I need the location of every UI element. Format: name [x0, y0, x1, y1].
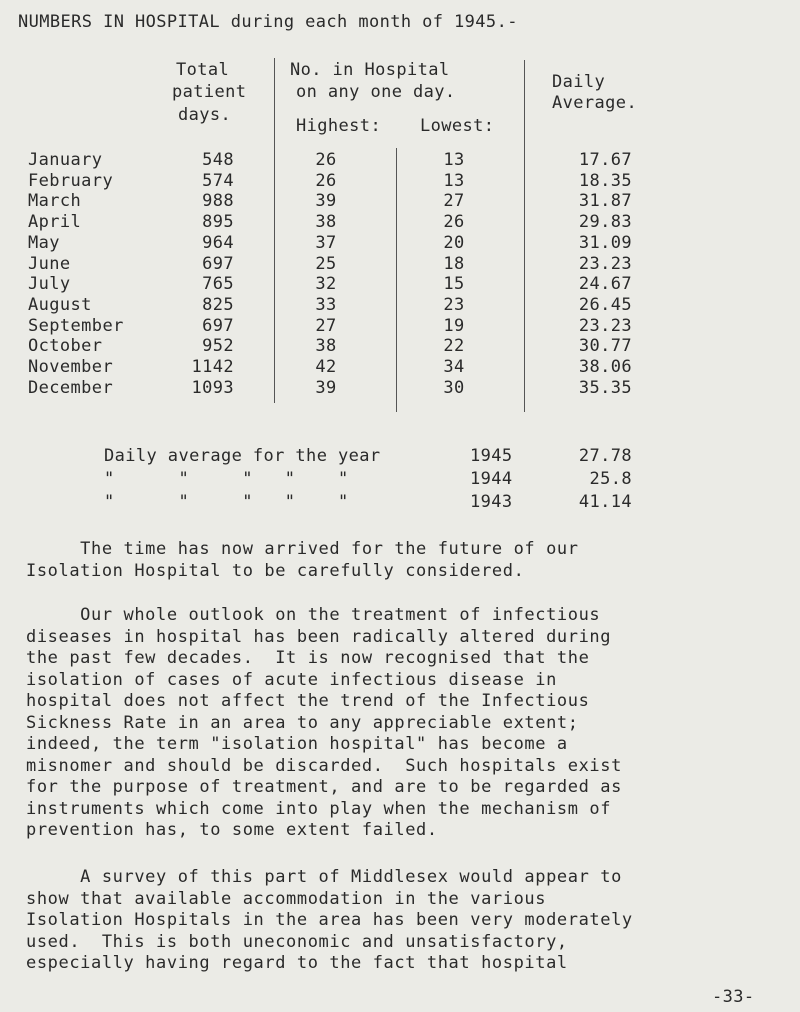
lowest-cell: 19 — [443, 315, 465, 336]
highest-cell: 38 — [315, 336, 337, 357]
lowest-cell: 15 — [443, 274, 465, 295]
total-cell: 697 — [202, 253, 234, 274]
average-cell: 35.35 — [578, 377, 632, 398]
highest-cell: 42 — [315, 357, 337, 377]
yearly-value: 25.8 — [589, 469, 632, 489]
average-cell: 26.45 — [578, 294, 632, 315]
header-daily-line1: Daily — [552, 72, 606, 92]
column-divider-3 — [396, 148, 397, 412]
paragraph-outlook: Our whole outlook on the treatment of infectious diseases in hospital has been radically altered during the past few decades. It is now recognised that the isolation of cases of acute infectious disease in hospital does not affect the trend of the Infectious Sickness Rate in an area to any appreciable extent; indeed, the term "isolation hospital" has become a misnomer and should be discarded. Such hospitals exist for the purpose of treatment, and are to be regarded as instruments which come into play when the mechanism of prevention has, to some extent failed. — [26, 605, 622, 840]
yearly-value: 41.14 — [578, 492, 632, 512]
month-cell: March — [28, 191, 82, 212]
month-cell: November — [28, 357, 114, 377]
month-cell: April — [28, 212, 82, 233]
page-number: -33- — [712, 987, 755, 1007]
total-cell: 1093 — [191, 377, 234, 398]
month-cell: June — [28, 253, 71, 274]
lowest-cell: 34 — [443, 357, 465, 377]
paragraph-intro: The time has now arrived for the future of our Isolation Hospital to be carefully considered. — [26, 539, 579, 581]
total-cell: 548 — [202, 150, 234, 170]
header-hospital-line2: on any one day. — [296, 82, 456, 102]
page-title: NUMBERS IN HOSPITAL during each month of 1945.- — [18, 12, 518, 32]
total-cell: 825 — [202, 294, 234, 315]
total-cell: 574 — [202, 170, 234, 191]
header-highest: Highest: — [296, 116, 382, 136]
lowest-cell: 27 — [443, 191, 465, 212]
lowest-cell: 20 — [443, 232, 465, 253]
yearly-label: " " " " " — [104, 469, 349, 489]
column-divider-1 — [274, 58, 275, 403]
header-total-line1: Total — [176, 60, 230, 80]
average-cell: 24.67 — [578, 274, 632, 295]
month-cell: December — [28, 377, 114, 398]
average-cell: 18.35 — [578, 170, 632, 191]
header-total-line2: patient — [172, 82, 247, 102]
lowest-cell: 23 — [443, 294, 465, 315]
month-cell: January — [28, 150, 103, 170]
highest-cell: 39 — [315, 377, 337, 398]
month-cell: August — [28, 294, 92, 315]
header-daily-line2: Average. — [552, 93, 638, 113]
paragraph-survey: A survey of this part of Middlesex would appear to show that available accommodation in the various Isolation Hospitals in the area has been very moderately used. This is both uneconomic and unsatisfactory, especially having regard to the fact that hospital — [26, 867, 633, 973]
highest-cell: 32 — [315, 274, 337, 295]
average-cell: 31.09 — [578, 232, 632, 253]
yearly-year: 1943 — [470, 492, 513, 512]
month-cell: September — [28, 315, 124, 336]
column-divider-2 — [524, 60, 525, 412]
average-cell: 30.77 — [578, 336, 632, 357]
total-cell: 964 — [202, 232, 234, 253]
average-cell: 31.87 — [578, 191, 632, 212]
yearly-label: " " " " " — [104, 492, 349, 512]
lowest-cell: 13 — [443, 170, 465, 191]
yearly-year: 1944 — [470, 469, 513, 489]
lowest-cell: 18 — [443, 253, 465, 274]
highest-cell: 33 — [315, 294, 337, 315]
total-cell: 952 — [202, 336, 234, 357]
lowest-cell: 22 — [443, 336, 465, 357]
total-cell: 765 — [202, 274, 234, 295]
highest-cell: 26 — [315, 150, 337, 170]
average-cell: 17.67 — [578, 150, 632, 170]
lowest-cell: 26 — [443, 212, 465, 233]
yearly-label: Daily average for the year — [104, 446, 381, 466]
total-cell: 1142 — [191, 357, 234, 377]
highest-cell: 37 — [315, 232, 337, 253]
total-cell: 895 — [202, 212, 234, 233]
lowest-cell: 30 — [443, 377, 465, 398]
month-cell: October — [28, 336, 103, 357]
average-cell: 29.83 — [578, 212, 632, 233]
highest-cell: 38 — [315, 212, 337, 233]
lowest-cell: 13 — [443, 150, 465, 170]
total-cell: 988 — [202, 191, 234, 212]
highest-cell: 25 — [315, 253, 337, 274]
header-lowest: Lowest: — [420, 116, 495, 136]
yearly-year: 1945 — [470, 446, 513, 466]
average-cell: 38.06 — [578, 357, 632, 377]
header-total-line3: days. — [178, 105, 232, 125]
month-cell: February — [28, 170, 114, 191]
yearly-value: 27.78 — [578, 446, 632, 466]
highest-cell: 26 — [315, 170, 337, 191]
header-hospital-line1: No. in Hospital — [290, 60, 450, 80]
average-cell: 23.23 — [578, 315, 632, 336]
highest-cell: 39 — [315, 191, 337, 212]
highest-cell: 27 — [315, 315, 337, 336]
month-cell: July — [28, 274, 71, 295]
total-cell: 697 — [202, 315, 234, 336]
average-cell: 23.23 — [578, 253, 632, 274]
month-cell: May — [28, 232, 60, 253]
